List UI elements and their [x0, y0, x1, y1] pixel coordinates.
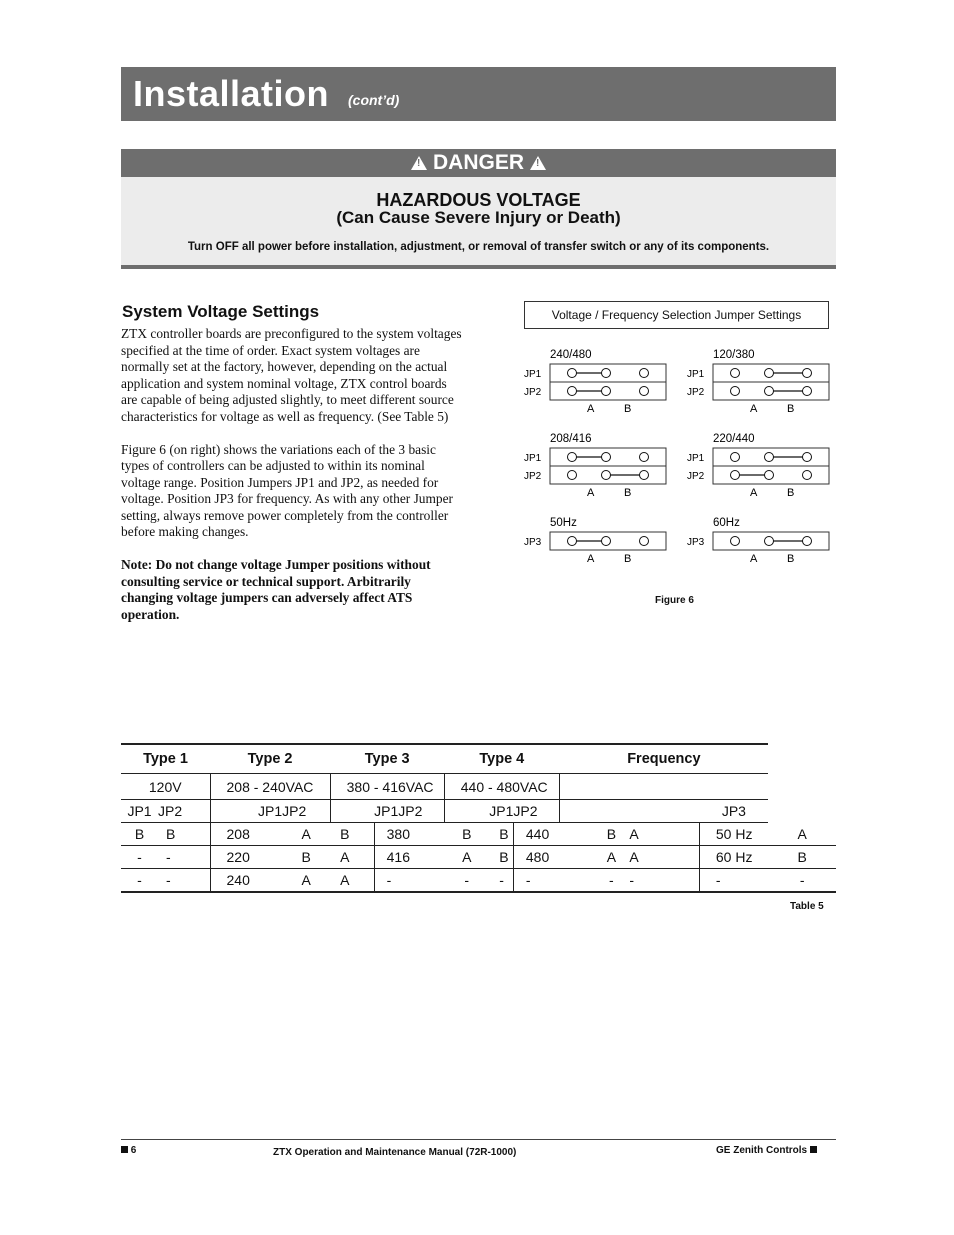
data-cell: -: [619, 869, 699, 893]
data-cell: -: [699, 869, 768, 893]
position-label-b: B: [624, 553, 632, 565]
data-cell: B: [489, 846, 513, 869]
data-cell: -: [489, 869, 513, 893]
data-cell: B: [489, 823, 513, 846]
table-row: [121, 774, 836, 800]
data-cell: -: [158, 846, 210, 869]
jumper-header-cell: JP3: [699, 800, 768, 823]
block-label: 240/480: [550, 349, 592, 361]
column-header: Type 2: [210, 744, 330, 774]
jumper-header-cell: JP1: [489, 800, 513, 823]
data-cell: 208: [210, 823, 282, 846]
data-cell: 380: [374, 823, 444, 846]
jumper-block: [524, 433, 666, 499]
data-cell: A: [330, 869, 374, 893]
voltage-table: [121, 743, 836, 893]
jumper-pin: [731, 471, 740, 480]
jumper-pin: [803, 453, 812, 462]
data-cell: B: [444, 823, 489, 846]
footer-page: [121, 1145, 136, 1156]
position-label-a: A: [587, 553, 595, 565]
square-bullet-icon: [810, 1146, 817, 1153]
warning-triangle-icon: [530, 156, 546, 170]
jumper-pin: [731, 537, 740, 546]
position-label-b: B: [787, 403, 795, 415]
data-cell: 220: [210, 846, 282, 869]
data-cell: B: [603, 823, 619, 846]
block-label: 50Hz: [550, 517, 577, 529]
square-bullet-icon: [121, 1146, 128, 1153]
position-label-b: B: [787, 553, 795, 565]
data-cell: 60 Hz: [699, 846, 768, 869]
column-header: Type 1: [121, 744, 210, 774]
jumper-header-cell: [619, 800, 699, 823]
data-cell: -: [768, 869, 836, 893]
danger-divider: [121, 265, 836, 269]
figure-caption: Figure 6: [655, 595, 694, 606]
jumper-pin: [602, 471, 611, 480]
jumper-pin: [640, 387, 649, 396]
position-label-a: A: [587, 487, 595, 499]
column-header: Type 3: [330, 744, 444, 774]
jumper-block: [524, 517, 666, 565]
voltage-cell: [559, 774, 768, 800]
jumper-block: [687, 349, 829, 415]
page-number: 6: [130, 1145, 137, 1156]
block-label: 120/380: [713, 349, 755, 361]
jumper-name: JP2: [524, 471, 542, 482]
voltage-cell: 380 - 416VAC: [330, 774, 444, 800]
jumper-pin: [568, 471, 577, 480]
jumper-pin: [765, 369, 774, 378]
data-cell: B: [330, 823, 374, 846]
warning-triangle-icon: [411, 156, 427, 170]
data-cell: A: [619, 846, 699, 869]
jumper-header-cell: [444, 800, 489, 823]
block-label: 220/440: [713, 433, 755, 445]
table-caption: Table 5: [790, 901, 824, 912]
paragraph: ZTX controller boards are preconfigured to the system voltages specified at the time of order. Exact system voltages are normally set at the factory, however, depending on the actual application and system nominal voltage, ZTX control boards are capable of being adjusted slightly, to meet different source characteristics for voltage as well as frequency. (See Table 5): [121, 326, 462, 424]
jumper-pin: [731, 369, 740, 378]
data-cell: B: [282, 846, 330, 869]
jumper-header-cell: JP2: [513, 800, 559, 823]
position-label-a: A: [587, 403, 595, 415]
jumper-block: [524, 349, 666, 415]
table-header-row: [121, 744, 836, 774]
jumper-pin: [602, 537, 611, 546]
jumper-header-cell: [210, 800, 258, 823]
jumper-pin: [640, 453, 649, 462]
jumper-name: JP3: [687, 537, 705, 548]
note-paragraph: Note: Do not change voltage Jumper positions without consulting service or technical support. Arbitrarily changing voltage jumpers can adversely affect ATS operation.: [121, 557, 431, 622]
data-cell: -: [603, 869, 619, 893]
voltage-cell: 440 - 480VAC: [444, 774, 559, 800]
position-label-a: A: [750, 487, 758, 499]
data-cell: B: [121, 823, 158, 846]
jumper-header-cell: JP1: [121, 800, 158, 823]
position-label-a: A: [750, 553, 758, 565]
table-row: [121, 823, 836, 846]
footer-rule: [121, 1139, 836, 1140]
data-cell: A: [444, 846, 489, 869]
block-label: 60Hz: [713, 517, 740, 529]
jumper-block: [687, 433, 829, 499]
jumper-name: JP2: [687, 387, 705, 398]
data-cell: A: [330, 846, 374, 869]
jumper-pin: [765, 453, 774, 462]
position-label-b: B: [624, 487, 632, 499]
voltage-cell: 120V: [121, 774, 210, 800]
jumper-header-cell: JP2: [158, 800, 210, 823]
jumper-pin: [765, 471, 774, 480]
jumper-name: JP3: [524, 537, 542, 548]
jumper-header-cell: [559, 800, 603, 823]
jumper-pin: [803, 387, 812, 396]
jumper-pin: [602, 387, 611, 396]
table-row: [121, 800, 836, 823]
hazard-subheading: (Can Cause Severe Injury or Death): [336, 208, 621, 227]
data-cell: A: [282, 823, 330, 846]
jumper-header-cell: JP2: [398, 800, 444, 823]
danger-label: DANGER: [432, 151, 524, 174]
data-cell: B: [768, 846, 836, 869]
jumper-name: JP2: [524, 387, 542, 398]
jumper-name: JP1: [687, 369, 705, 380]
jumper-pin: [803, 471, 812, 480]
data-cell: A: [603, 846, 619, 869]
voltage-cell: 208 - 240VAC: [210, 774, 330, 800]
block-label: 208/416: [550, 433, 592, 445]
data-cell: A: [282, 869, 330, 893]
jumper-header-cell: [603, 800, 619, 823]
jumper-pin: [731, 387, 740, 396]
jumper-pin: [640, 369, 649, 378]
jumper-pin: [568, 387, 577, 396]
column-header: Type 4: [444, 744, 559, 774]
jumper-pin: [803, 369, 812, 378]
data-cell: -: [513, 869, 603, 893]
data-cell: B: [158, 823, 210, 846]
jumper-header-cell: JP1: [374, 800, 398, 823]
data-cell: -: [158, 869, 210, 893]
page-subtitle: (cont’d): [348, 92, 400, 108]
jumper-pin: [602, 369, 611, 378]
section-body: [121, 326, 466, 640]
data-cell: -: [374, 869, 444, 893]
paragraph: Figure 6 (on right) shows the variations each of the 3 basic types of controllers can be adjusted to within its nominal voltage range. Position Jumpers JP1 and JP2, as needed for voltage. Position JP3 for frequency. As with any other Jumper setting, always remove power completely from the controller before making changes.: [121, 441, 453, 539]
section-title: System Voltage Settings: [122, 302, 320, 321]
position-label-b: B: [787, 487, 795, 499]
footer-manual: ZTX Operation and Maintenance Manual (72R-1000): [273, 1147, 517, 1158]
jumper-header-cell: JP2: [282, 800, 330, 823]
jumper-name: JP1: [524, 453, 542, 464]
jumper-pin: [765, 387, 774, 396]
jumper-diagram: [515, 340, 845, 570]
data-cell: -: [444, 869, 489, 893]
jumper-block: [687, 517, 829, 565]
jumper-pin: [640, 471, 649, 480]
jumper-pin: [731, 453, 740, 462]
jumper-name: JP2: [687, 471, 705, 482]
jumper-pin: [765, 537, 774, 546]
jumper-pin: [568, 537, 577, 546]
data-cell: -: [121, 846, 158, 869]
position-label-a: A: [750, 403, 758, 415]
hazard-warning-text: Turn OFF all power before installation, adjustment, or removal of transfer switch or any of its components.: [187, 241, 770, 253]
data-cell: 480: [513, 846, 603, 869]
data-cell: A: [768, 823, 836, 846]
jumper-pin: [568, 453, 577, 462]
figure-title-box: Voltage / Frequency Selection Jumper Settings: [524, 301, 829, 329]
data-cell: 240: [210, 869, 282, 893]
table-row: [121, 869, 836, 893]
column-header: Frequency: [559, 744, 768, 774]
jumper-pin: [602, 453, 611, 462]
data-cell: A: [619, 823, 699, 846]
data-cell: 416: [374, 846, 444, 869]
page-header-bar: [121, 67, 836, 121]
company-name: GE Zenith Controls: [716, 1145, 808, 1156]
position-label-b: B: [624, 403, 632, 415]
jumper-name: JP1: [687, 453, 705, 464]
jumper-pin: [640, 537, 649, 546]
data-cell: 50 Hz: [699, 823, 768, 846]
data-cell: 440: [513, 823, 603, 846]
footer-company: [716, 1145, 817, 1156]
page-title: Installation: [133, 73, 330, 114]
jumper-pin: [803, 537, 812, 546]
data-cell: -: [121, 869, 158, 893]
jumper-header-cell: [330, 800, 374, 823]
jumper-header-cell: JP1: [258, 800, 282, 823]
jumper-name: JP1: [524, 369, 542, 380]
jumper-pin: [568, 369, 577, 378]
danger-banner: [121, 149, 836, 177]
table-row: [121, 846, 836, 869]
hazard-heading: HAZARDOUS VOLTAGE: [376, 190, 581, 210]
